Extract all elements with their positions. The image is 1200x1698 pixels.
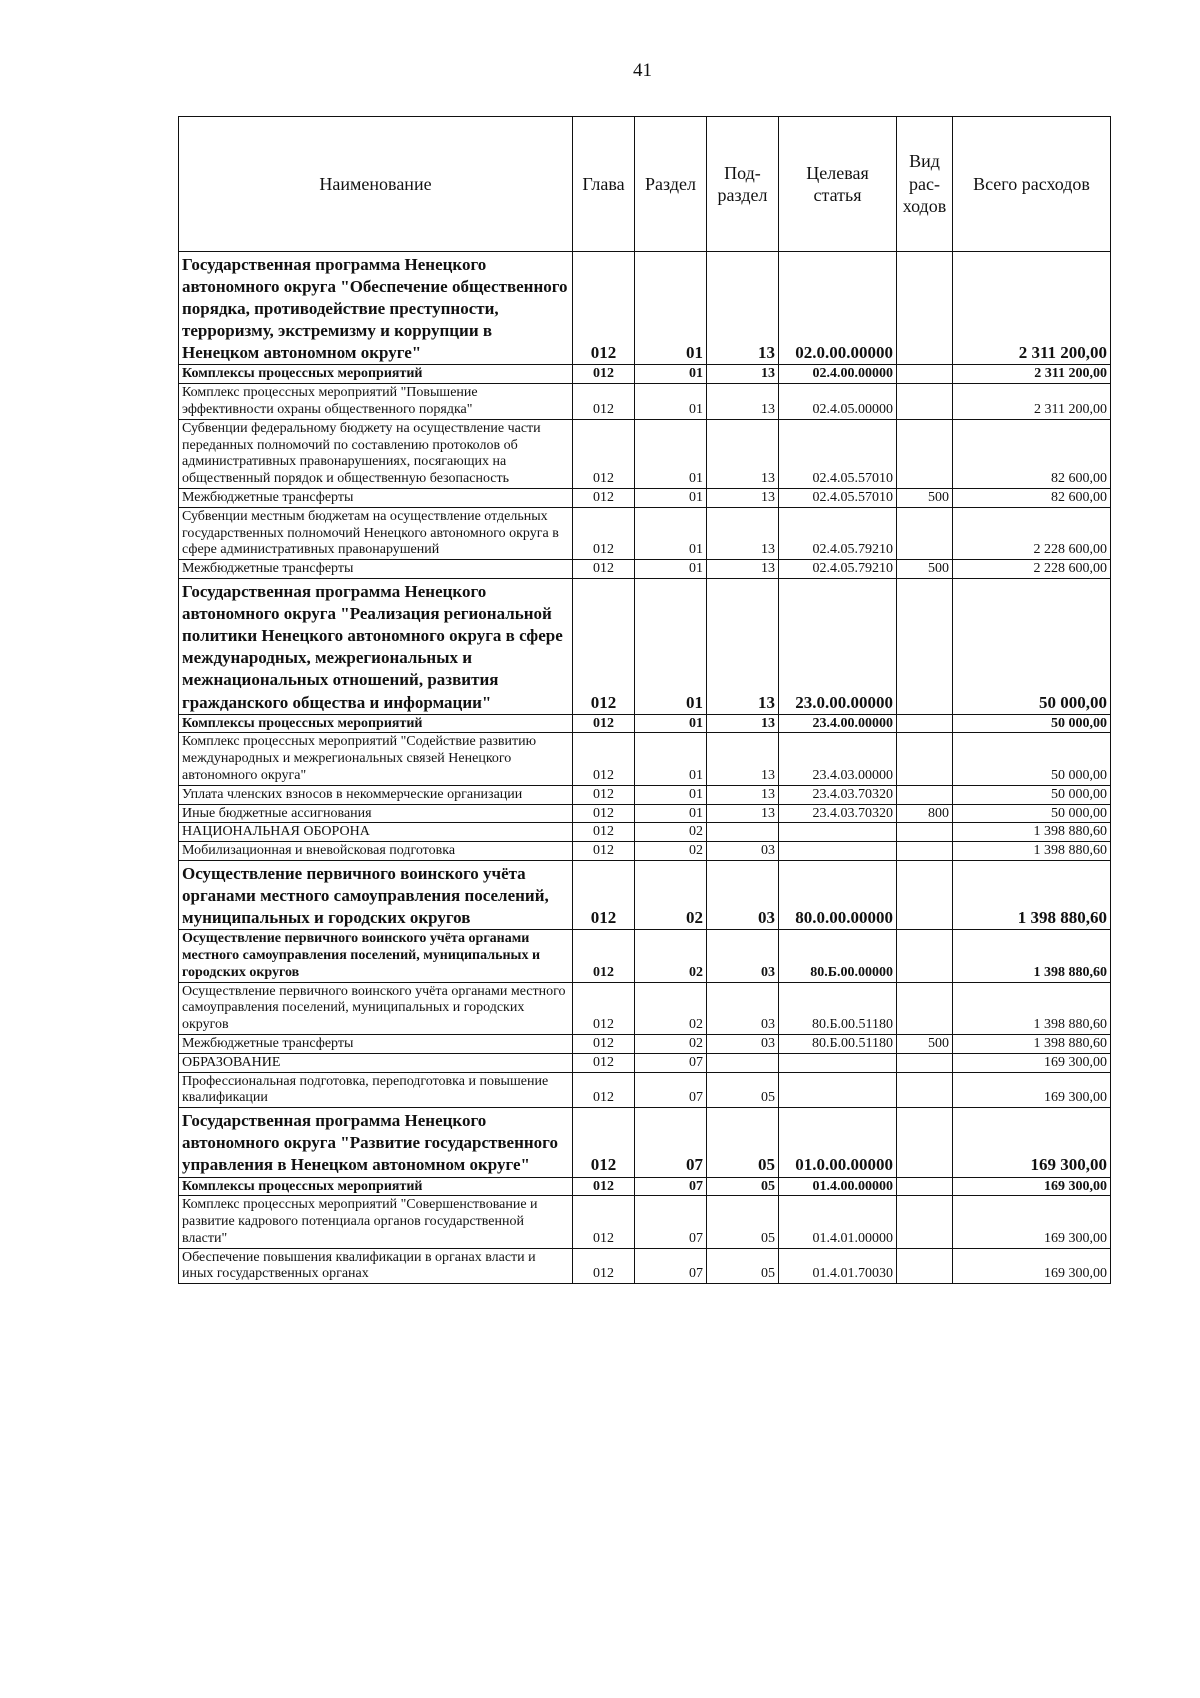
table-row [179,982,1111,1034]
cell-total: 169 300,00 [953,1072,1111,1108]
cell-name: ОБРАЗОВАНИЕ [179,1053,573,1072]
cell-glava: 012 [573,860,635,929]
cell-podrazdel: 13 [707,804,779,823]
cell-name: Профессиональная подготовка, переподготовка и повышение квалификации [179,1072,573,1108]
table-row [179,1035,1111,1054]
cell-razdel: 07 [635,1108,707,1177]
cell-glava: 012 [573,579,635,715]
cell-razdel: 01 [635,804,707,823]
cell-name: Осуществление первичного воинского учёта органами местного самоуправления поселений, муниципальных и городских округов [179,930,573,982]
page-number: 41 [633,60,652,81]
cell-razdel: 07 [635,1053,707,1072]
cell-total: 1 398 880,60 [953,842,1111,861]
cell-vid: 500 [897,489,953,508]
cell-podrazdel: 13 [707,384,779,420]
table-row [179,733,1111,785]
cell-razdel: 02 [635,842,707,861]
cell-name: Комплексы процессных мероприятий [179,714,573,733]
cell-razdel: 01 [635,560,707,579]
cell-glava: 012 [573,823,635,842]
cell-glava: 012 [573,733,635,785]
cell-name: Мобилизационная и вневойсковая подготовка [179,842,573,861]
cell-glava: 012 [573,1108,635,1177]
cell-name: Субвенции местным бюджетам на осуществление отдельных государственных полномочий Ненецкого автономного округа в сфере административных правонарушений [179,507,573,559]
cell-total: 1 398 880,60 [953,982,1111,1034]
table-row [179,804,1111,823]
cell-razdel: 01 [635,507,707,559]
cell-name: Межбюджетные трансферты [179,560,573,579]
cell-razdel: 01 [635,419,707,488]
cell-razdel: 02 [635,823,707,842]
cell-name: Межбюджетные трансферты [179,489,573,508]
cell-glava: 012 [573,1053,635,1072]
cell-total: 2 311 200,00 [953,252,1111,365]
cell-vid [897,714,953,733]
cell-name: Субвенции федеральному бюджету на осуществление части переданных полномочий по составлению протоколов об административных правонарушениях, посягающих на общественный порядок и общественную безопасность [179,419,573,488]
cell-glava: 012 [573,804,635,823]
cell-celevaya: 02.4.00.00000 [779,365,897,384]
cell-glava: 012 [573,252,635,365]
cell-total: 169 300,00 [953,1053,1111,1072]
cell-total: 1 398 880,60 [953,860,1111,929]
cell-celevaya: 01.4.01.00000 [779,1196,897,1248]
cell-name: Комплекс процессных мероприятий "Совершенствование и развитие кадрового потенциала органов государственной власти" [179,1196,573,1248]
cell-podrazdel: 13 [707,489,779,508]
cell-glava: 012 [573,842,635,861]
cell-podrazdel: 05 [707,1196,779,1248]
budget-table [178,116,1111,1284]
table-row [179,489,1111,508]
table-row [179,252,1111,365]
cell-glava: 012 [573,507,635,559]
cell-total: 1 398 880,60 [953,823,1111,842]
header-vid: Вид рас- ходов [897,117,953,252]
cell-vid [897,1072,953,1108]
cell-name: НАЦИОНАЛЬНАЯ ОБОРОНА [179,823,573,842]
cell-vid [897,419,953,488]
cell-podrazdel: 05 [707,1108,779,1177]
header-celevaya: Целевая статья [779,117,897,252]
header-total: Всего расходов [953,117,1111,252]
header-razdel: Раздел [635,117,707,252]
cell-total: 169 300,00 [953,1108,1111,1177]
cell-razdel: 07 [635,1248,707,1284]
cell-name: Межбюджетные трансферты [179,1035,573,1054]
cell-celevaya: 02.4.05.57010 [779,419,897,488]
table-row [179,1248,1111,1284]
cell-name: Иные бюджетные ассигнования [179,804,573,823]
table-row [179,930,1111,982]
cell-razdel: 02 [635,982,707,1034]
cell-glava: 012 [573,930,635,982]
table-row [179,384,1111,420]
cell-name: Комплекс процессных мероприятий "Содействие развитию международных и межрегиональных связей Ненецкого автономного округа" [179,733,573,785]
cell-vid [897,860,953,929]
cell-celevaya: 80.Б.00.51180 [779,1035,897,1054]
cell-celevaya [779,842,897,861]
cell-celevaya: 80.Б.00.00000 [779,930,897,982]
cell-razdel: 02 [635,930,707,982]
cell-razdel: 01 [635,714,707,733]
cell-total: 1 398 880,60 [953,930,1111,982]
cell-celevaya: 23.4.00.00000 [779,714,897,733]
cell-name: Комплексы процессных мероприятий [179,365,573,384]
cell-celevaya: 80.0.00.00000 [779,860,897,929]
cell-name: Обеспечение повышения квалификации в органах власти и иных государственных органах [179,1248,573,1284]
cell-celevaya: 02.4.05.79210 [779,560,897,579]
cell-celevaya: 23.0.00.00000 [779,579,897,715]
cell-razdel: 01 [635,733,707,785]
cell-podrazdel: 03 [707,1035,779,1054]
cell-celevaya: 01.4.00.00000 [779,1177,897,1196]
cell-podrazdel: 05 [707,1072,779,1108]
cell-total: 82 600,00 [953,419,1111,488]
cell-total: 50 000,00 [953,733,1111,785]
cell-glava: 012 [573,1072,635,1108]
table-row [179,1072,1111,1108]
cell-vid [897,982,953,1034]
cell-name: Государственная программа Ненецкого автономного округа "Реализация региональной политики Ненецкого автономного округа в сфере международных, межрегиональных и межнациональных отношений, развития гражданского общества и информации" [179,579,573,715]
cell-celevaya: 02.4.05.00000 [779,384,897,420]
cell-name: Уплата членских взносов в некоммерческие организации [179,785,573,804]
cell-podrazdel: 13 [707,507,779,559]
cell-podrazdel: 13 [707,579,779,715]
cell-glava: 012 [573,384,635,420]
cell-glava: 012 [573,1248,635,1284]
cell-vid: 800 [897,804,953,823]
cell-total: 169 300,00 [953,1248,1111,1284]
cell-total: 2 228 600,00 [953,560,1111,579]
header-name: Наименование [179,117,573,252]
table-row [179,507,1111,559]
cell-podrazdel: 13 [707,560,779,579]
cell-celevaya [779,1072,897,1108]
cell-razdel: 07 [635,1196,707,1248]
cell-vid: 500 [897,1035,953,1054]
cell-glava: 012 [573,419,635,488]
cell-total: 50 000,00 [953,804,1111,823]
cell-podrazdel: 13 [707,714,779,733]
cell-glava: 012 [573,1177,635,1196]
cell-podrazdel: 13 [707,365,779,384]
table-row [179,1053,1111,1072]
cell-celevaya: 01.0.00.00000 [779,1108,897,1177]
cell-total: 2 311 200,00 [953,365,1111,384]
cell-name: Осуществление первичного воинского учёта органами местного самоуправления поселений, муниципальных и городских округов [179,982,573,1034]
table-row [179,1196,1111,1248]
cell-glava: 012 [573,365,635,384]
cell-podrazdel: 13 [707,252,779,365]
cell-total: 50 000,00 [953,785,1111,804]
table-header-row [179,117,1111,252]
cell-podrazdel: 05 [707,1248,779,1284]
cell-podrazdel: 13 [707,785,779,804]
cell-celevaya: 01.4.01.70030 [779,1248,897,1284]
cell-vid [897,930,953,982]
cell-vid [897,1248,953,1284]
cell-vid [897,1177,953,1196]
cell-glava: 012 [573,785,635,804]
cell-glava: 012 [573,1196,635,1248]
cell-razdel: 01 [635,489,707,508]
cell-celevaya: 23.4.03.70320 [779,804,897,823]
cell-podrazdel [707,823,779,842]
cell-celevaya: 02.0.00.00000 [779,252,897,365]
cell-razdel: 01 [635,365,707,384]
cell-celevaya: 80.Б.00.51180 [779,982,897,1034]
cell-total: 50 000,00 [953,714,1111,733]
cell-podrazdel: 03 [707,860,779,929]
cell-podrazdel: 13 [707,419,779,488]
cell-name: Государственная программа Ненецкого автономного округа "Развитие государственного управления в Ненецком автономном округе" [179,1108,573,1177]
cell-vid [897,1053,953,1072]
cell-vid [897,1196,953,1248]
header-glava: Глава [573,117,635,252]
cell-vid [897,1108,953,1177]
cell-celevaya: 23.4.03.70320 [779,785,897,804]
cell-total: 169 300,00 [953,1196,1111,1248]
cell-name: Комплексы процессных мероприятий [179,1177,573,1196]
cell-vid [897,785,953,804]
table-row [179,365,1111,384]
cell-total: 82 600,00 [953,489,1111,508]
cell-name: Комплекс процессных мероприятий "Повышение эффективности охраны общественного порядка" [179,384,573,420]
table-row [179,714,1111,733]
cell-razdel: 02 [635,860,707,929]
cell-total: 1 398 880,60 [953,1035,1111,1054]
cell-total: 2 228 600,00 [953,507,1111,559]
cell-total: 2 311 200,00 [953,384,1111,420]
cell-razdel: 02 [635,1035,707,1054]
cell-podrazdel: 03 [707,842,779,861]
header-podrazdel: Под- раздел [707,117,779,252]
cell-razdel: 01 [635,785,707,804]
cell-podrazdel: 13 [707,733,779,785]
cell-glava: 012 [573,982,635,1034]
cell-podrazdel [707,1053,779,1072]
cell-razdel: 01 [635,579,707,715]
cell-total: 50 000,00 [953,579,1111,715]
cell-podrazdel: 03 [707,982,779,1034]
cell-razdel: 01 [635,252,707,365]
cell-vid: 500 [897,560,953,579]
cell-vid [897,252,953,365]
cell-razdel: 07 [635,1072,707,1108]
cell-vid [897,842,953,861]
table-row [179,842,1111,861]
cell-vid [897,384,953,420]
table-row [179,419,1111,488]
table-row [179,579,1111,715]
cell-celevaya: 23.4.03.00000 [779,733,897,785]
table-row [179,823,1111,842]
cell-glava: 012 [573,489,635,508]
table-row [179,860,1111,929]
table-row [179,1108,1111,1177]
table-row [179,560,1111,579]
cell-glava: 012 [573,1035,635,1054]
cell-celevaya: 02.4.05.79210 [779,507,897,559]
cell-total: 169 300,00 [953,1177,1111,1196]
cell-podrazdel: 05 [707,1177,779,1196]
table-row [179,1177,1111,1196]
cell-glava: 012 [573,560,635,579]
cell-name: Осуществление первичного воинского учёта органами местного самоуправления поселений, муниципальных и городских округов [179,860,573,929]
cell-name: Государственная программа Ненецкого автономного округа "Обеспечение общественного порядка, противодействие преступности, терроризму, экстремизму и коррупции в Ненецком автономном округе" [179,252,573,365]
cell-vid [897,733,953,785]
cell-glava: 012 [573,714,635,733]
cell-vid [897,823,953,842]
cell-vid [897,579,953,715]
cell-vid [897,507,953,559]
table-row [179,785,1111,804]
cell-vid [897,365,953,384]
cell-razdel: 07 [635,1177,707,1196]
cell-razdel: 01 [635,384,707,420]
cell-celevaya [779,1053,897,1072]
cell-celevaya [779,823,897,842]
cell-podrazdel: 03 [707,930,779,982]
cell-celevaya: 02.4.05.57010 [779,489,897,508]
